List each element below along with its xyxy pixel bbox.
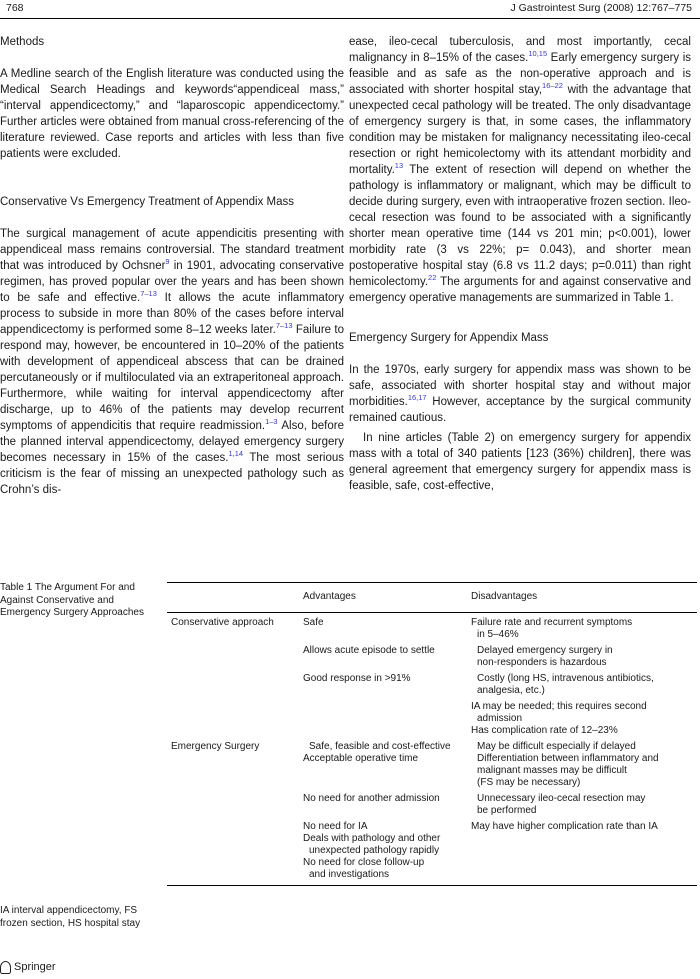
advantage-line: Deals with pathology and other	[303, 833, 441, 844]
disadvantage-line: non-responders is hazardous	[477, 657, 607, 668]
cell-approach	[167, 701, 303, 737]
cell-approach	[167, 673, 303, 697]
header-disadvantages: Disadvantages	[471, 591, 538, 602]
disadvantage-line: IA may be needed; this requires second	[471, 701, 647, 712]
citation[interactable]: 1–3	[265, 417, 278, 427]
citation[interactable]: 1,14	[228, 449, 244, 459]
left-column	[0, 34, 344, 498]
cell-approach	[167, 645, 303, 669]
page-header	[6, 0, 692, 16]
advantage-line: No need for IA	[303, 821, 368, 832]
cell-disadvantages	[471, 741, 697, 789]
citation[interactable]: 16,17	[407, 393, 427, 403]
advantage-line: Good response in >91%	[303, 673, 411, 684]
cell-disadvantages	[471, 701, 697, 737]
cell-approach: Conservative approach	[171, 617, 274, 628]
cell-advantages	[303, 821, 471, 881]
cell-approach: Emergency Surgery	[171, 741, 260, 752]
advantage-line: No need for close follow-up	[303, 857, 425, 868]
citation[interactable]: 16–22	[542, 81, 563, 91]
disadvantage-line: May have higher complication rate than IA	[471, 821, 658, 832]
conservative-paragraph: The surgical management of acute appendicitis presenting with appendiceal mass remains controversial. The standard treatment that was introduced by Ochsner$^9$ in 1901, advocating conservative regimen, has proved popular over the years and has been shown to be safe and effective.$^{7-13}$ It allows the acute inflammatory process to subside in more than 80% of the cases before interval appendicectomy is performed some 8–12 weeks later.$^{7-13}$ Failure to respond may, however, be encountered in 10–20% of the patients with development of appendiceal abscess that can be drained percutaneously or if multiloculated via an extraperitoneal approach. Furthermore, while waiting for interval appendicectomy after discharge, up to 46% of the patients may develop recurrent symptoms of appendicitis that require readmission.$^{1-3}$ Also, before the planned interval appendicectomy, delayed emergency surgery becomes necessary in 15% of the cases.$^{1,14}$ The most serious criticism is the fear of missing an unexpected pathology such as Crohn’s dis-	[0, 228, 345, 496]
disadvantage-line: Differentiation between inflammatory and	[477, 753, 659, 764]
methods-heading: Methods	[0, 36, 45, 48]
cell-disadvantages	[471, 617, 697, 641]
publisher-name: Springer	[14, 961, 56, 973]
citation[interactable]: 13	[394, 161, 404, 171]
header-rule	[0, 18, 700, 19]
disadvantage-line: Has complication rate of 12–23%	[471, 725, 618, 736]
advantage-line: Acceptable operative time	[303, 753, 419, 764]
cell-advantages	[303, 617, 471, 641]
disadvantage-line: May be difficult especially if delayed	[477, 741, 636, 752]
table-row	[167, 701, 697, 737]
emergency-paragraph-1: In the 1970s, early surgery for appendix mass was shown to be safe, associated with shorter hospital stay and without major morbidities.$^{16,17}$ However, acceptance by the surgical community remained cautious.	[349, 364, 691, 424]
section-heading-emergency: Emergency Surgery for Appendix Mass	[349, 332, 549, 344]
table-row	[167, 793, 697, 817]
cell-advantages	[303, 741, 471, 789]
disadvantage-line: Delayed emergency surgery in	[477, 645, 613, 656]
cell-approach	[167, 821, 303, 881]
disadvantage-line: Failure rate and recurrent symptoms	[471, 617, 633, 628]
table-caption: Table 1 The Argument For and Against Conservative and Emergency Surgery Approaches	[0, 582, 144, 618]
table-body	[167, 613, 697, 881]
cell-disadvantages	[471, 821, 697, 881]
table-row	[167, 645, 697, 669]
springer-horse-icon	[0, 961, 11, 974]
header-advantages: Advantages	[303, 591, 356, 602]
table-abbreviations: IA interval appendicectomy, FS frozen section, HS hospital stay	[0, 905, 141, 929]
emergency-paragraph-2: In nine articles (Table 2) on emergency surgery for appendix mass with a total of 340 patients [123 (36%) children], there was general agreement that emergency surgery for appendix mass is feasible, safe, cost-effective,	[349, 432, 691, 492]
cell-disadvantages	[471, 793, 697, 817]
table-bottom-rule	[167, 885, 697, 886]
cell-disadvantages	[471, 645, 697, 669]
table-1	[167, 582, 697, 886]
advantage-line: and investigations	[309, 869, 390, 880]
cell-disadvantages	[471, 673, 697, 697]
advantage-line: No need for another admission	[303, 793, 440, 804]
table-row	[167, 741, 697, 789]
disadvantage-line: admission	[477, 713, 523, 724]
disadvantage-line: be performed	[477, 805, 537, 816]
cell-advantages	[303, 701, 471, 737]
disadvantage-line: in 5–46%	[477, 629, 519, 640]
publisher-footer	[0, 959, 56, 975]
advantage-line: Safe, feasible and cost-effective	[309, 741, 451, 752]
disadvantage-line: malignant masses may be difficult	[477, 765, 627, 776]
table-row	[167, 821, 697, 881]
citation[interactable]: 9	[165, 257, 170, 267]
disadvantage-line: Unnecessary ileo-cecal resection may	[477, 793, 646, 804]
advantage-line: unexpected pathology rapidly	[309, 845, 440, 856]
cell-advantages	[303, 645, 471, 669]
citation[interactable]: 22	[428, 273, 437, 283]
cell-approach	[167, 793, 303, 817]
table-row	[167, 617, 697, 641]
methods-paragraph: A Medline search of the English literature was conducted using the Medical Search Headings and keywords“appendiceal mass,” “interval appendicectomy,” and “laparoscopic appendicectomy.” Further articles were obtained from manual cross-referencing of the literature reviewed. Case reports and articles with less than five patients were excluded.	[0, 68, 344, 160]
citation[interactable]: 10,15	[528, 49, 548, 59]
continued-paragraph: ease, ileo-cecal tuberculosis, and most importantly, cecal malignancy in 8–15% of the cases.$^{10,15}$ Early emergency surgery is feasible and as safe as the non-operative approach and is associated with shorter hospital stay,$^{16-22}$ with the advantage that unexpected cecal pathology will be treated. The only disadvantage of emergency surgery is that, in some cases, the inflammatory condition may be mistaken for malignancy necessitating ileo-cecal resection or right hemicolectomy with its attendant morbidity and mortality.$^{13}$ The extent of resection will depend on whether the pathology is inflammatory or malignant, which may be difficult to decide during surgery, even with intraoperative frozen section. Ileo-cecal resection was found to be associated with a significantly shorter mean operative time (144 vs 201 min; p<0.001), lower morbidity rate (3 vs 22%; p= 0.043), and shorter mean postoperative hospital stay (6.8 vs 11.2 days; p=0.011) than right hemicolectomy.$^{22}$ The arguments for and against conservative and emergency operative managements are summarized in Table 1.	[349, 36, 691, 304]
journal-reference: J Gastrointest Surg (2008) 12:767–775	[510, 2, 692, 14]
disadvantage-line: Costly (long HS, intravenous antibiotics,	[477, 673, 654, 684]
disadvantage-line: analgesia, etc.)	[477, 685, 545, 696]
citation[interactable]: 7–13	[140, 289, 157, 299]
advantage-line: Allows acute episode to settle	[303, 645, 435, 656]
cell-advantages	[303, 793, 471, 817]
right-column	[349, 34, 691, 494]
section-heading-conservative: Conservative Vs Emergency Treatment of Appendix Mass	[0, 196, 295, 208]
citation[interactable]: 7–13	[275, 321, 293, 331]
cell-advantages	[303, 673, 471, 697]
page-number: 768	[6, 2, 24, 14]
advantage-line: Safe	[303, 617, 324, 628]
table-header-row	[167, 583, 697, 613]
table-row	[167, 673, 697, 697]
disadvantage-line: (FS may be necessary)	[477, 777, 581, 788]
